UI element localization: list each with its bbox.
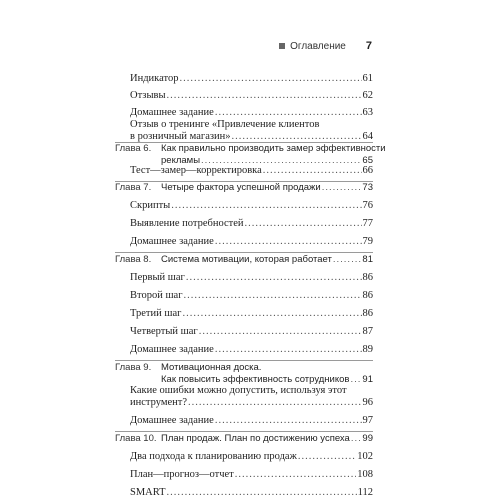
chapter-page: 81: [362, 254, 373, 265]
toc-entry: [115, 344, 373, 360]
chapter-divider: [115, 431, 373, 432]
toc-entry: [115, 90, 373, 106]
square-bullet-icon: [279, 43, 285, 49]
chapter-entry: [161, 143, 386, 167]
dot-leader: [199, 326, 362, 338]
toc-entry-title: Третий шаг: [130, 308, 182, 319]
dot-leader: [179, 73, 361, 85]
chapter-label: Глава 6.: [115, 143, 152, 154]
dot-leader: [351, 433, 362, 445]
toc-entry: [115, 326, 373, 342]
toc-entry-title: SMART: [130, 487, 166, 498]
toc-entry-page: 112: [357, 487, 373, 498]
toc-entry-title: Первый шаг: [130, 272, 185, 283]
chapter-title: План продаж. План по достижению успеха: [161, 433, 350, 444]
chapter-entry: [115, 254, 373, 270]
toc-entry: [115, 218, 373, 234]
dot-leader: [171, 200, 361, 212]
toc-entry-page: 102: [357, 451, 373, 462]
chapter-title: рекламы: [161, 155, 201, 166]
chapter-title-line1: Мотивационная доска.: [161, 362, 262, 373]
chapter-page: 91: [362, 374, 373, 385]
chapter-entry: [115, 182, 373, 198]
toc-entry: [115, 487, 373, 503]
dot-leader: [215, 344, 362, 356]
toc-entry-title: Четвертый шаг: [130, 326, 198, 337]
toc-entry-page: 108: [357, 469, 373, 480]
toc-entry-title: Домашнее задание: [130, 415, 214, 426]
toc-entry-page: 97: [362, 415, 373, 426]
dot-leader: [235, 469, 356, 481]
dot-leader: [186, 272, 362, 284]
toc-entry-title: Тест—замер—корректировка: [130, 165, 262, 176]
toc-entry-page: 76: [362, 200, 373, 211]
toc-entry-page: 79: [362, 236, 373, 247]
toc-entry: [115, 272, 373, 288]
chapter-title-line1: Как правильно производить замер эффективности: [161, 143, 386, 154]
dot-leader: [188, 397, 361, 409]
chapter-page: 99: [362, 433, 373, 444]
chapter-entry: [161, 362, 373, 386]
toc-entry-page: 86: [362, 290, 373, 301]
chapter-entry: [115, 433, 373, 449]
toc-entry-title: Выявление потребностей: [130, 218, 244, 229]
toc-entry-title: Второй шаг: [130, 290, 183, 301]
toc-entry-title: Отзывы: [130, 90, 166, 101]
dot-leader: [167, 90, 362, 102]
dot-leader: [333, 254, 362, 266]
chapter-label: Глава 9.: [115, 362, 152, 373]
dot-leader: [182, 308, 361, 320]
toc-entry: [130, 385, 373, 409]
chapter-title: Как повысить эффективность сотрудников: [161, 374, 350, 385]
dot-leader: [245, 218, 362, 230]
toc-entry-page: 64: [362, 131, 373, 142]
toc-entry: [115, 165, 373, 181]
chapter-label: Глава 8.: [115, 254, 152, 265]
toc-entry-title-line1: Отзыв о тренинге «Привлечение клиентов: [130, 119, 320, 130]
chapter-title: Система мотивации, которая работает: [161, 254, 332, 265]
dot-leader: [298, 451, 356, 463]
toc-entry-title: Скрипты: [130, 200, 171, 211]
chapter-label: Глава 10.: [115, 433, 157, 444]
toc-entry: [115, 236, 373, 252]
toc-entry-page: 61: [362, 73, 373, 84]
toc-entry: [130, 119, 373, 143]
chapter-divider: [115, 252, 373, 253]
dot-leader: [215, 236, 362, 248]
toc-entry-title: План—прогноз—отчет: [130, 469, 234, 480]
toc-entry-title: Домашнее задание: [130, 344, 214, 355]
toc-entry-title: Индикатор: [130, 73, 179, 84]
chapter-label: Глава 7.: [115, 182, 152, 193]
toc-entry-title: инструмент?: [130, 397, 188, 408]
toc-entry-title: Два подхода к планированию продаж: [130, 451, 297, 462]
toc-entry: [115, 415, 373, 431]
toc-entry-page: 63: [362, 107, 373, 118]
toc-entry-title: Домашнее задание: [130, 107, 214, 118]
chapter-page: 73: [362, 182, 373, 193]
toc-entry-page: 87: [362, 326, 373, 337]
toc-entry: [115, 308, 373, 324]
toc-entry-title: Домашнее задание: [130, 236, 214, 247]
toc-entry: [115, 469, 373, 485]
toc-entry-page: 86: [362, 272, 373, 283]
page-number: 7: [365, 40, 372, 52]
header-section-title: Оглавление: [290, 40, 346, 52]
dot-leader: [215, 107, 362, 119]
chapter-divider: [115, 360, 373, 361]
dot-leader: [215, 415, 362, 427]
running-header: [279, 40, 372, 52]
toc-entry-page: 89: [362, 344, 373, 355]
toc-entry-page: 86: [362, 308, 373, 319]
toc-entry-page: 66: [362, 165, 373, 176]
toc-entry-title-line1: Какие ошибки можно допустить, используя этот: [130, 385, 347, 396]
toc-entry-page: 77: [362, 218, 373, 229]
toc-entry: [115, 290, 373, 306]
toc-entry: [115, 200, 373, 216]
toc-entry-title: в розничный магазин»: [130, 131, 231, 142]
toc-entry-page: 62: [362, 90, 373, 101]
chapter-page: 65: [362, 155, 373, 166]
dot-leader: [322, 182, 362, 194]
chapter-title: Четыре фактора успешной продажи: [161, 182, 321, 193]
toc-entry-page: 96: [362, 397, 373, 408]
dot-leader: [184, 290, 362, 302]
toc-entry: [115, 73, 373, 89]
dot-leader: [263, 165, 362, 177]
dot-leader: [167, 487, 357, 499]
toc-entry: [115, 451, 373, 467]
